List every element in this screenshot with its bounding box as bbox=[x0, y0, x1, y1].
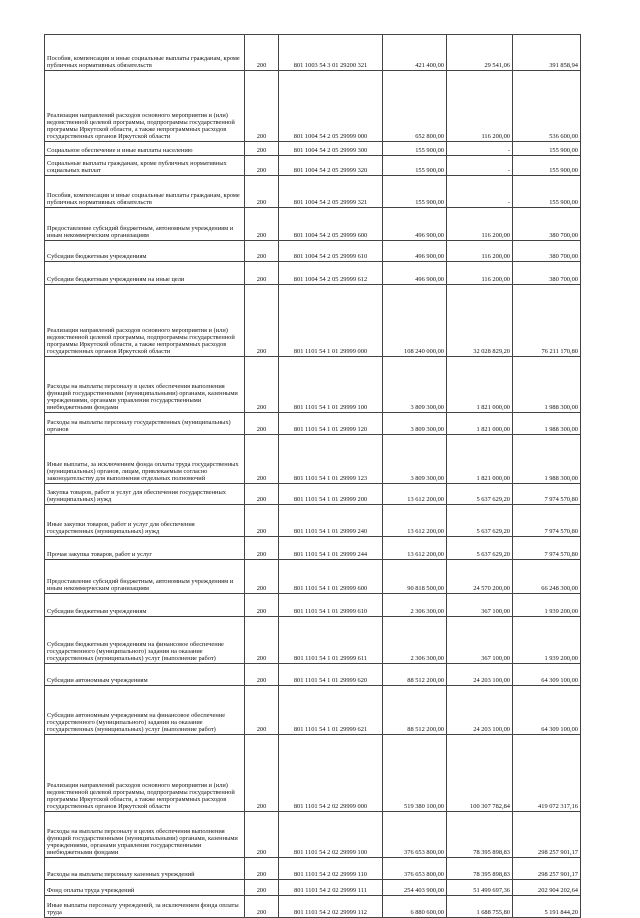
row-executed-cell: 24 203 100,00 bbox=[447, 686, 513, 735]
row-code-cell: 200 bbox=[245, 812, 279, 858]
row-name-cell: Расходы на выплаты персоналу в целях обеспечения выполнения функций государственными (муниципальными) органами, казенными учреждениями, органами управления государственными внебюджетными фондами bbox=[45, 357, 245, 413]
table-row bbox=[45, 241, 581, 262]
row-code-cell: 200 bbox=[245, 176, 279, 208]
row-name-cell: Субсидии бюджетным учреждениям на иные цели bbox=[45, 262, 245, 285]
row-kbk-cell: 801 1101 54 2 02 29999 000 bbox=[279, 735, 383, 812]
row-remaining-cell: 298 257 901,17 bbox=[513, 812, 581, 858]
row-name-cell: Расходы на выплаты персоналу в целях обеспечения выполнения функций государственными (муниципальными) органами, казенными учреждениями, органами управления государственными внебюджетными фондами bbox=[45, 812, 245, 858]
row-executed-cell: 116 200,00 bbox=[447, 262, 513, 285]
row-remaining-cell: 380 700,00 bbox=[513, 262, 581, 285]
row-remaining-cell: 391 858,94 bbox=[513, 35, 581, 71]
row-executed-cell: - bbox=[447, 156, 513, 176]
table-row bbox=[45, 208, 581, 241]
row-kbk-cell: 801 1004 54 2 05 29999 612 bbox=[279, 262, 383, 285]
table-row bbox=[45, 735, 581, 812]
row-approved-cell: 3 809 300,00 bbox=[383, 357, 447, 413]
row-remaining-cell: 155 900,00 bbox=[513, 176, 581, 208]
row-name-cell: Субсидии автономным учреждениям на финансовое обеспечение государственного (муниципального) задания на оказание государственных (муниципальных) услуг (выполнение работ) bbox=[45, 686, 245, 735]
row-remaining-cell: 66 248 300,00 bbox=[513, 560, 581, 594]
row-kbk-cell: 801 1004 54 2 05 29999 000 bbox=[279, 71, 383, 142]
row-code-cell: 200 bbox=[245, 560, 279, 594]
row-executed-cell: 116 200,00 bbox=[447, 241, 513, 262]
row-executed-cell: 5 637 629,20 bbox=[447, 537, 513, 560]
row-executed-cell: 1 821 000,00 bbox=[447, 435, 513, 484]
table-row bbox=[45, 505, 581, 537]
row-approved-cell: 421 400,00 bbox=[383, 35, 447, 71]
row-code-cell: 200 bbox=[245, 594, 279, 617]
row-code-cell: 200 bbox=[245, 664, 279, 686]
row-code-cell: 200 bbox=[245, 537, 279, 560]
row-code-cell: 200 bbox=[245, 858, 279, 880]
row-code-cell: 200 bbox=[245, 896, 279, 918]
row-executed-cell: 51 499 697,36 bbox=[447, 880, 513, 896]
row-executed-cell: - bbox=[447, 176, 513, 208]
table-row bbox=[45, 142, 581, 156]
row-executed-cell: 29 541,06 bbox=[447, 35, 513, 71]
row-remaining-cell: 64 309 100,00 bbox=[513, 686, 581, 735]
row-code-cell: 200 bbox=[245, 617, 279, 664]
row-kbk-cell: 801 1004 54 2 05 29999 600 bbox=[279, 208, 383, 241]
row-name-cell: Социальное обеспечение и иные выплаты населению bbox=[45, 142, 245, 156]
row-remaining-cell: 7 974 570,80 bbox=[513, 505, 581, 537]
table-row bbox=[45, 686, 581, 735]
row-remaining-cell: 298 257 901,17 bbox=[513, 858, 581, 880]
row-approved-cell: 88 512 200,00 bbox=[383, 664, 447, 686]
table-row bbox=[45, 896, 581, 918]
row-name-cell: Фонд оплаты труда учреждений bbox=[45, 880, 245, 896]
row-approved-cell: 155 900,00 bbox=[383, 142, 447, 156]
table-row bbox=[45, 285, 581, 357]
row-approved-cell: 108 240 000,00 bbox=[383, 285, 447, 357]
row-kbk-cell: 801 1004 54 2 05 29999 321 bbox=[279, 176, 383, 208]
row-name-cell: Субсидии бюджетным учреждениям на финансовое обеспечение государственного (муниципального) задания на оказание государственных (муниципальных) услуг (выполнение работ) bbox=[45, 617, 245, 664]
row-name-cell: Субсидии бюджетным учреждениям bbox=[45, 241, 245, 262]
table-row bbox=[45, 594, 581, 617]
row-approved-cell: 496 900,00 bbox=[383, 241, 447, 262]
row-executed-cell: 367 100,00 bbox=[447, 594, 513, 617]
row-approved-cell: 13 612 200,00 bbox=[383, 505, 447, 537]
row-approved-cell: 376 653 800,00 bbox=[383, 812, 447, 858]
row-remaining-cell: 419 072 317,16 bbox=[513, 735, 581, 812]
row-code-cell: 200 bbox=[245, 285, 279, 357]
row-remaining-cell: 1 988 300,00 bbox=[513, 435, 581, 484]
table-row bbox=[45, 156, 581, 176]
row-remaining-cell: 202 904 202,64 bbox=[513, 880, 581, 896]
table-row bbox=[45, 858, 581, 880]
row-executed-cell: 78 395 898,83 bbox=[447, 812, 513, 858]
row-name-cell: Расходы на выплаты персоналу казенных учреждений bbox=[45, 858, 245, 880]
row-code-cell: 200 bbox=[245, 262, 279, 285]
table-row bbox=[45, 664, 581, 686]
row-name-cell: Иные закупки товаров, работ и услуг для обеспечения государственных (муниципальных) нужд bbox=[45, 505, 245, 537]
row-kbk-cell: 801 1004 54 2 05 29999 320 bbox=[279, 156, 383, 176]
row-approved-cell: 652 800,00 bbox=[383, 71, 447, 142]
row-code-cell: 200 bbox=[245, 142, 279, 156]
row-kbk-cell: 801 1101 54 1 01 29999 620 bbox=[279, 664, 383, 686]
row-name-cell: Предоставление субсидий бюджетным, автономным учреждениям и иным некоммерческим организациям bbox=[45, 560, 245, 594]
row-code-cell: 200 bbox=[245, 208, 279, 241]
row-executed-cell: 5 637 629,20 bbox=[447, 505, 513, 537]
table-row bbox=[45, 617, 581, 664]
row-kbk-cell: 801 1101 54 1 01 29999 600 bbox=[279, 560, 383, 594]
row-executed-cell: 24 203 100,00 bbox=[447, 664, 513, 686]
table-row bbox=[45, 413, 581, 435]
row-executed-cell: - bbox=[447, 142, 513, 156]
row-approved-cell: 496 900,00 bbox=[383, 208, 447, 241]
row-kbk-cell: 801 1101 54 1 01 29999 240 bbox=[279, 505, 383, 537]
row-executed-cell: 1 821 000,00 bbox=[447, 357, 513, 413]
row-approved-cell: 13 612 200,00 bbox=[383, 537, 447, 560]
row-remaining-cell: 76 211 170,80 bbox=[513, 285, 581, 357]
row-code-cell: 200 bbox=[245, 880, 279, 896]
table-row bbox=[45, 812, 581, 858]
row-approved-cell: 155 900,00 bbox=[383, 176, 447, 208]
row-executed-cell: 367 100,00 bbox=[447, 617, 513, 664]
row-remaining-cell: 7 974 570,80 bbox=[513, 537, 581, 560]
row-name-cell: Субсидии бюджетным учреждениям bbox=[45, 594, 245, 617]
row-remaining-cell: 155 900,00 bbox=[513, 142, 581, 156]
row-kbk-cell: 801 1101 54 1 01 29999 200 bbox=[279, 484, 383, 505]
row-code-cell: 200 bbox=[245, 35, 279, 71]
row-kbk-cell: 801 1003 54 3 01 29200 321 bbox=[279, 35, 383, 71]
row-executed-cell: 32 028 829,20 bbox=[447, 285, 513, 357]
row-kbk-cell: 801 1101 54 2 02 29999 112 bbox=[279, 896, 383, 918]
row-name-cell: Прочая закупка товаров, работ и услуг bbox=[45, 537, 245, 560]
row-kbk-cell: 801 1101 54 1 01 29999 244 bbox=[279, 537, 383, 560]
row-approved-cell: 6 880 600,00 bbox=[383, 896, 447, 918]
row-approved-cell: 3 809 300,00 bbox=[383, 435, 447, 484]
row-kbk-cell: 801 1101 54 1 01 29999 611 bbox=[279, 617, 383, 664]
row-name-cell: Иные выплаты, за исключением фонда оплаты труда государственных (муниципальных) органов, лицам, привлекаемым согласно законодательству для выполнения отдельных полномочий bbox=[45, 435, 245, 484]
table-row bbox=[45, 71, 581, 142]
row-remaining-cell: 380 700,00 bbox=[513, 208, 581, 241]
row-executed-cell: 5 637 629,20 bbox=[447, 484, 513, 505]
row-name-cell: Реализация направлений расходов основного мероприятия и (или) ведомственной целевой программы, подпрограммы государственной программы Иркутской области, а также непрограммных расходов государственных органов Иркутской области bbox=[45, 71, 245, 142]
row-name-cell: Социальные выплаты гражданам, кроме публичных нормативных социальных выплат bbox=[45, 156, 245, 176]
row-kbk-cell: 801 1101 54 2 02 29999 111 bbox=[279, 880, 383, 896]
row-remaining-cell: 5 191 844,20 bbox=[513, 896, 581, 918]
row-approved-cell: 376 653 800,00 bbox=[383, 858, 447, 880]
row-code-cell: 200 bbox=[245, 241, 279, 262]
table-row bbox=[45, 537, 581, 560]
row-kbk-cell: 801 1101 54 1 01 29999 610 bbox=[279, 594, 383, 617]
row-name-cell: Иные выплаты персоналу учреждений, за исключением фонда оплаты труда bbox=[45, 896, 245, 918]
row-remaining-cell: 1 988 300,00 bbox=[513, 413, 581, 435]
row-code-cell: 200 bbox=[245, 505, 279, 537]
row-code-cell: 200 bbox=[245, 435, 279, 484]
row-approved-cell: 90 818 500,00 bbox=[383, 560, 447, 594]
row-code-cell: 200 bbox=[245, 413, 279, 435]
row-executed-cell: 116 200,00 bbox=[447, 71, 513, 142]
row-name-cell: Субсидии автономным учреждениям bbox=[45, 664, 245, 686]
row-name-cell: Закупка товаров, работ и услуг для обеспечения государственных (муниципальных) нужд bbox=[45, 484, 245, 505]
row-remaining-cell: 7 974 570,80 bbox=[513, 484, 581, 505]
table-row bbox=[45, 435, 581, 484]
row-remaining-cell: 64 309 100,00 bbox=[513, 664, 581, 686]
row-kbk-cell: 801 1101 54 2 02 29999 110 bbox=[279, 858, 383, 880]
row-kbk-cell: 801 1101 54 1 01 29999 000 bbox=[279, 285, 383, 357]
row-approved-cell: 2 306 300,00 bbox=[383, 594, 447, 617]
row-executed-cell: 78 395 898,83 bbox=[447, 858, 513, 880]
row-code-cell: 200 bbox=[245, 484, 279, 505]
row-kbk-cell: 801 1101 54 1 01 29999 120 bbox=[279, 413, 383, 435]
row-kbk-cell: 801 1101 54 1 01 29999 621 bbox=[279, 686, 383, 735]
row-kbk-cell: 801 1101 54 1 01 29999 123 bbox=[279, 435, 383, 484]
table-row bbox=[45, 357, 581, 413]
row-name-cell: Расходы на выплаты персоналу государственных (муниципальных) органов bbox=[45, 413, 245, 435]
row-code-cell: 200 bbox=[245, 156, 279, 176]
row-remaining-cell: 155 900,00 bbox=[513, 156, 581, 176]
budget-execution-table bbox=[44, 34, 581, 918]
row-executed-cell: 1 821 000,00 bbox=[447, 413, 513, 435]
row-remaining-cell: 1 939 200,00 bbox=[513, 594, 581, 617]
table-row bbox=[45, 35, 581, 71]
row-kbk-cell: 801 1004 54 2 05 29999 300 bbox=[279, 142, 383, 156]
row-executed-cell: 116 200,00 bbox=[447, 208, 513, 241]
row-executed-cell: 100 307 782,84 bbox=[447, 735, 513, 812]
row-kbk-cell: 801 1004 54 2 05 29999 610 bbox=[279, 241, 383, 262]
row-approved-cell: 2 306 300,00 bbox=[383, 617, 447, 664]
budget-table-body bbox=[45, 35, 581, 918]
row-approved-cell: 155 900,00 bbox=[383, 156, 447, 176]
table-row bbox=[45, 176, 581, 208]
row-executed-cell: 24 570 200,00 bbox=[447, 560, 513, 594]
table-row bbox=[45, 880, 581, 896]
row-name-cell: Реализация направлений расходов основного мероприятия и (или) ведомственной целевой программы, подпрограммы государственной программы Иркутской области, а также непрограммных расходов государственных органов Иркутской области bbox=[45, 735, 245, 812]
row-name-cell: Предоставление субсидий бюджетным, автономным учреждениям и иным некоммерческим организациям bbox=[45, 208, 245, 241]
row-remaining-cell: 1 939 200,00 bbox=[513, 617, 581, 664]
row-code-cell: 200 bbox=[245, 735, 279, 812]
row-executed-cell: 1 688 755,80 bbox=[447, 896, 513, 918]
row-approved-cell: 13 612 200,00 bbox=[383, 484, 447, 505]
row-approved-cell: 496 900,00 bbox=[383, 262, 447, 285]
row-approved-cell: 88 512 200,00 bbox=[383, 686, 447, 735]
row-name-cell: Пособия, компенсации и иные социальные выплаты гражданам, кроме публичных нормативных обязательств bbox=[45, 176, 245, 208]
table-row bbox=[45, 262, 581, 285]
row-code-cell: 200 bbox=[245, 686, 279, 735]
row-name-cell: Пособия, компенсации и иные социальные выплаты гражданам, кроме публичных нормативных обязательств bbox=[45, 35, 245, 71]
row-name-cell: Реализация направлений расходов основного мероприятия и (или) ведомственной целевой программы, подпрограммы государственной программы Иркутской области, а также непрограммных расходов государственных органов Иркутской области bbox=[45, 285, 245, 357]
row-code-cell: 200 bbox=[245, 71, 279, 142]
row-remaining-cell: 536 600,00 bbox=[513, 71, 581, 142]
row-code-cell: 200 bbox=[245, 357, 279, 413]
row-remaining-cell: 380 700,00 bbox=[513, 241, 581, 262]
row-approved-cell: 3 809 300,00 bbox=[383, 413, 447, 435]
row-kbk-cell: 801 1101 54 2 02 29999 100 bbox=[279, 812, 383, 858]
row-kbk-cell: 801 1101 54 1 01 29999 100 bbox=[279, 357, 383, 413]
row-remaining-cell: 1 988 300,00 bbox=[513, 357, 581, 413]
row-approved-cell: 519 380 100,00 bbox=[383, 735, 447, 812]
table-row bbox=[45, 484, 581, 505]
row-approved-cell: 254 403 900,00 bbox=[383, 880, 447, 896]
table-row bbox=[45, 560, 581, 594]
